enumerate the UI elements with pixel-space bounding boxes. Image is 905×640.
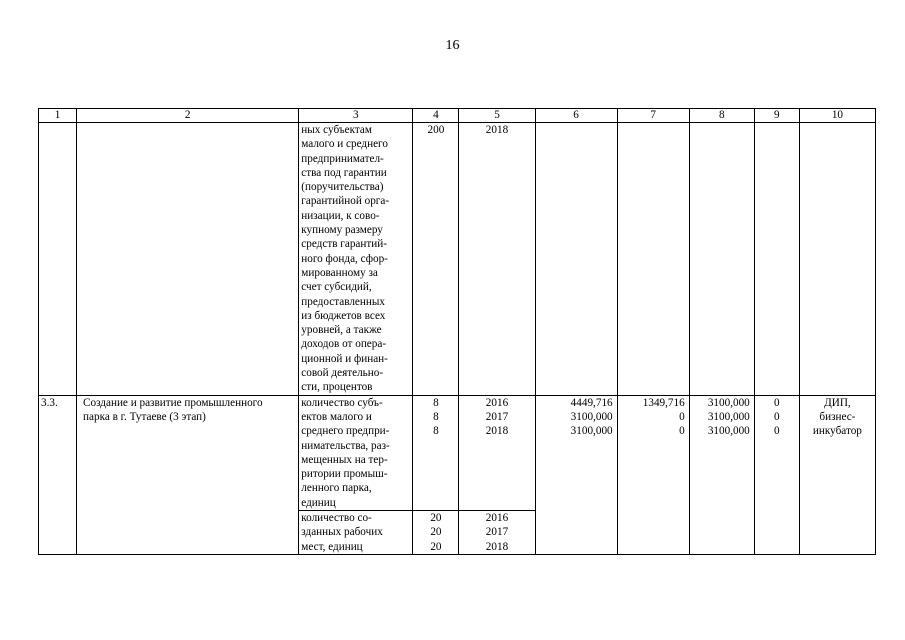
value-cell: 200 (413, 123, 459, 396)
col-header: 7 (617, 109, 689, 123)
header-row (39, 109, 876, 123)
value-cell: 20 20 20 (413, 511, 459, 555)
col-header: 6 (535, 109, 617, 123)
value-cell: 8 8 8 (413, 395, 459, 510)
col-header: 8 (689, 109, 754, 123)
indicator-cell: количество субъ- ектов малого и среднего предпри- нимательства, раз- мещенных на тер- ритории промыш- ленного парка, единиц (299, 395, 413, 510)
funding-col7-cell: 1349,716 0 0 (617, 395, 689, 554)
col-header: 5 (459, 109, 535, 123)
table-row (39, 395, 876, 510)
col-header: 4 (413, 109, 459, 123)
col-header: 9 (754, 109, 799, 123)
funding-total-cell: 4449,716 3100,000 3100,000 (535, 395, 617, 554)
year-cell: 2016 2017 2018 (459, 395, 535, 510)
measure-name: Создание и развитие промышленного парка в г. Тутаеве (3 этап) (77, 395, 299, 554)
funding-col8-cell: 3100,000 3100,000 3100,000 (689, 395, 754, 554)
indicator-cell: ных субъектам малого и среднего предпринимател- ства под гарантии (поручительства) гарантийной орга- низации, к сово- купному размеру средств гарантий- ного фонда, сфор- мированному за счет субсидий, предоставленных из бюджетов всех уровней, а также доходов от опера- ционной и финан- совой деятельно- сти, процентов (299, 123, 413, 396)
col-header: 3 (299, 109, 413, 123)
col-header: 10 (799, 109, 875, 123)
row-number: 3.3. (39, 395, 77, 554)
year-cell: 2016 2017 2018 (459, 511, 535, 555)
program-table (38, 108, 876, 555)
page-number: 16 (445, 38, 460, 53)
col-header: 1 (39, 109, 77, 123)
col-header: 2 (77, 109, 299, 123)
table-row (39, 123, 876, 396)
indicator-cell: количество со- зданных рабочих мест, единиц (299, 511, 413, 555)
year-cell: 2018 (459, 123, 535, 396)
funding-col9-cell: 0 0 0 (754, 395, 799, 554)
executor-cell: ДИП, бизнес- инкубатор (799, 395, 875, 554)
